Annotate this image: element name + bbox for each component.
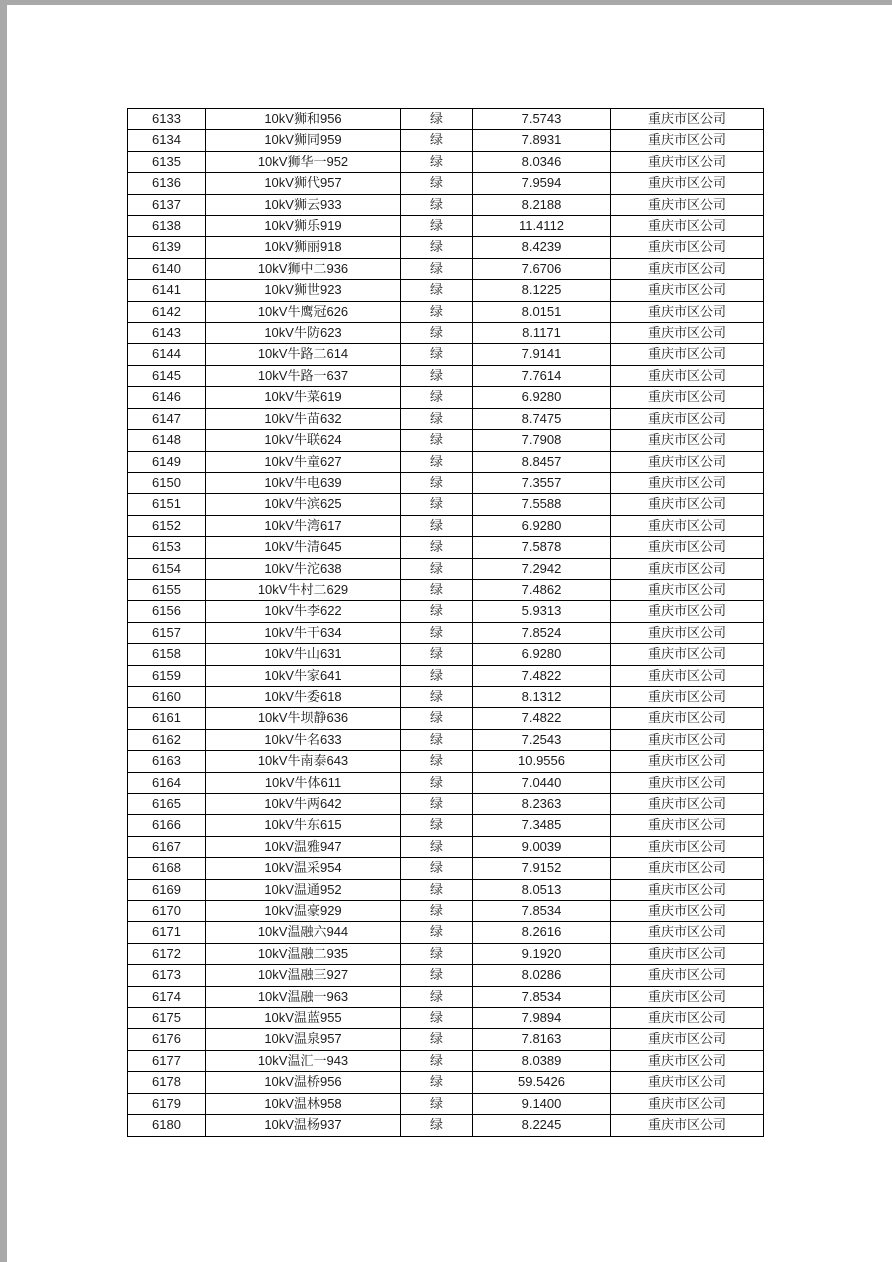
value-cell: 7.5588 <box>473 494 611 515</box>
feeder-name-cell: 10kV狮华一952 <box>206 151 401 172</box>
company-cell: 重庆市区公司 <box>611 622 764 643</box>
status-cell: 绿 <box>401 537 473 558</box>
row-id-cell: 6141 <box>128 280 206 301</box>
row-id-cell: 6135 <box>128 151 206 172</box>
table-body <box>128 109 764 1137</box>
status-cell: 绿 <box>401 387 473 408</box>
row-id-cell: 6157 <box>128 622 206 643</box>
status-cell: 绿 <box>401 451 473 472</box>
status-cell: 绿 <box>401 943 473 964</box>
table-row <box>128 986 764 1007</box>
value-cell: 6.9280 <box>473 387 611 408</box>
feeder-name-cell: 10kV牛干634 <box>206 622 401 643</box>
company-cell: 重庆市区公司 <box>611 772 764 793</box>
table-row <box>128 515 764 536</box>
table-row <box>128 858 764 879</box>
value-cell: 7.2942 <box>473 558 611 579</box>
row-id-cell: 6178 <box>128 1072 206 1093</box>
value-cell: 7.4862 <box>473 579 611 600</box>
company-cell: 重庆市区公司 <box>611 494 764 515</box>
feeder-name-cell: 10kV牛东615 <box>206 815 401 836</box>
row-id-cell: 6162 <box>128 729 206 750</box>
feeder-name-cell: 10kV温融二935 <box>206 943 401 964</box>
status-cell: 绿 <box>401 686 473 707</box>
value-cell: 8.2245 <box>473 1115 611 1136</box>
value-cell: 7.4822 <box>473 708 611 729</box>
feeder-name-cell: 10kV牛路二614 <box>206 344 401 365</box>
value-cell: 8.2363 <box>473 794 611 815</box>
feeder-name-cell: 10kV温林958 <box>206 1093 401 1114</box>
status-cell: 绿 <box>401 665 473 686</box>
value-cell: 7.9594 <box>473 173 611 194</box>
row-id-cell: 6180 <box>128 1115 206 1136</box>
value-cell: 7.9894 <box>473 1008 611 1029</box>
value-cell: 8.2188 <box>473 194 611 215</box>
status-cell: 绿 <box>401 858 473 879</box>
company-cell: 重庆市区公司 <box>611 344 764 365</box>
table-row <box>128 537 764 558</box>
table-row <box>128 258 764 279</box>
company-cell: 重庆市区公司 <box>611 537 764 558</box>
table-row <box>128 194 764 215</box>
table-row <box>128 772 764 793</box>
row-id-cell: 6179 <box>128 1093 206 1114</box>
row-id-cell: 6145 <box>128 365 206 386</box>
company-cell: 重庆市区公司 <box>611 451 764 472</box>
status-cell: 绿 <box>401 622 473 643</box>
value-cell: 7.6706 <box>473 258 611 279</box>
feeder-name-cell: 10kV牛菜619 <box>206 387 401 408</box>
row-id-cell: 6151 <box>128 494 206 515</box>
status-cell: 绿 <box>401 237 473 258</box>
value-cell: 6.9280 <box>473 515 611 536</box>
status-cell: 绿 <box>401 194 473 215</box>
company-cell: 重庆市区公司 <box>611 1093 764 1114</box>
status-cell: 绿 <box>401 1008 473 1029</box>
value-cell: 9.0039 <box>473 836 611 857</box>
feeder-name-cell: 10kV牛防623 <box>206 323 401 344</box>
row-id-cell: 6149 <box>128 451 206 472</box>
row-id-cell: 6169 <box>128 879 206 900</box>
status-cell: 绿 <box>401 344 473 365</box>
row-id-cell: 6165 <box>128 794 206 815</box>
table-row <box>128 665 764 686</box>
company-cell: 重庆市区公司 <box>611 558 764 579</box>
feeder-table <box>127 108 764 1137</box>
table-row <box>128 387 764 408</box>
feeder-name-cell: 10kV温通952 <box>206 879 401 900</box>
company-cell: 重庆市区公司 <box>611 965 764 986</box>
row-id-cell: 6160 <box>128 686 206 707</box>
status-cell: 绿 <box>401 151 473 172</box>
status-cell: 绿 <box>401 1029 473 1050</box>
company-cell: 重庆市区公司 <box>611 708 764 729</box>
company-cell: 重庆市区公司 <box>611 729 764 750</box>
status-cell: 绿 <box>401 901 473 922</box>
status-cell: 绿 <box>401 494 473 515</box>
company-cell: 重庆市区公司 <box>611 408 764 429</box>
table-row <box>128 1072 764 1093</box>
table-row <box>128 430 764 451</box>
company-cell: 重庆市区公司 <box>611 173 764 194</box>
feeder-name-cell: 10kV牛南泰643 <box>206 751 401 772</box>
row-id-cell: 6154 <box>128 558 206 579</box>
company-cell: 重庆市区公司 <box>611 579 764 600</box>
row-id-cell: 6136 <box>128 173 206 194</box>
row-id-cell: 6163 <box>128 751 206 772</box>
row-id-cell: 6134 <box>128 130 206 151</box>
value-cell: 7.5743 <box>473 109 611 130</box>
value-cell: 8.0286 <box>473 965 611 986</box>
company-cell: 重庆市区公司 <box>611 601 764 622</box>
status-cell: 绿 <box>401 579 473 600</box>
table-row <box>128 344 764 365</box>
value-cell: 10.9556 <box>473 751 611 772</box>
feeder-name-cell: 10kV温杨937 <box>206 1115 401 1136</box>
feeder-name-cell: 10kV狮代957 <box>206 173 401 194</box>
value-cell: 8.1171 <box>473 323 611 344</box>
feeder-name-cell: 10kV牛滨625 <box>206 494 401 515</box>
table-row <box>128 579 764 600</box>
company-cell: 重庆市区公司 <box>611 301 764 322</box>
table-row <box>128 751 764 772</box>
table-row <box>128 494 764 515</box>
company-cell: 重庆市区公司 <box>611 1008 764 1029</box>
status-cell: 绿 <box>401 772 473 793</box>
value-cell: 59.5426 <box>473 1072 611 1093</box>
value-cell: 8.4239 <box>473 237 611 258</box>
value-cell: 7.8534 <box>473 901 611 922</box>
status-cell: 绿 <box>401 216 473 237</box>
value-cell: 7.9141 <box>473 344 611 365</box>
company-cell: 重庆市区公司 <box>611 879 764 900</box>
table-row <box>128 622 764 643</box>
feeder-name-cell: 10kV温汇一943 <box>206 1050 401 1071</box>
row-id-cell: 6142 <box>128 301 206 322</box>
value-cell: 7.8524 <box>473 622 611 643</box>
feeder-name-cell: 10kV牛村二629 <box>206 579 401 600</box>
status-cell: 绿 <box>401 430 473 451</box>
feeder-name-cell: 10kV牛名633 <box>206 729 401 750</box>
company-cell: 重庆市区公司 <box>611 430 764 451</box>
value-cell: 8.0513 <box>473 879 611 900</box>
company-cell: 重庆市区公司 <box>611 1029 764 1050</box>
row-id-cell: 6133 <box>128 109 206 130</box>
feeder-name-cell: 10kV牛山631 <box>206 644 401 665</box>
company-cell: 重庆市区公司 <box>611 387 764 408</box>
table-row <box>128 1008 764 1029</box>
feeder-name-cell: 10kV温泉957 <box>206 1029 401 1050</box>
feeder-name-cell: 10kV牛清645 <box>206 537 401 558</box>
feeder-name-cell: 10kV牛湾617 <box>206 515 401 536</box>
company-cell: 重庆市区公司 <box>611 986 764 1007</box>
company-cell: 重庆市区公司 <box>611 686 764 707</box>
status-cell: 绿 <box>401 408 473 429</box>
table-row <box>128 237 764 258</box>
feeder-name-cell: 10kV狮云933 <box>206 194 401 215</box>
table-row <box>128 922 764 943</box>
company-cell: 重庆市区公司 <box>611 1050 764 1071</box>
row-id-cell: 6146 <box>128 387 206 408</box>
feeder-name-cell: 10kV温融六944 <box>206 922 401 943</box>
company-cell: 重庆市区公司 <box>611 901 764 922</box>
value-cell: 7.3485 <box>473 815 611 836</box>
row-id-cell: 6150 <box>128 472 206 493</box>
value-cell: 6.9280 <box>473 644 611 665</box>
feeder-name-cell: 10kV狮和956 <box>206 109 401 130</box>
feeder-name-cell: 10kV温桥956 <box>206 1072 401 1093</box>
value-cell: 7.2543 <box>473 729 611 750</box>
value-cell: 7.8931 <box>473 130 611 151</box>
company-cell: 重庆市区公司 <box>611 323 764 344</box>
feeder-name-cell: 10kV温蓝955 <box>206 1008 401 1029</box>
status-cell: 绿 <box>401 173 473 194</box>
company-cell: 重庆市区公司 <box>611 751 764 772</box>
status-cell: 绿 <box>401 965 473 986</box>
table-row <box>128 836 764 857</box>
row-id-cell: 6143 <box>128 323 206 344</box>
company-cell: 重庆市区公司 <box>611 237 764 258</box>
status-cell: 绿 <box>401 644 473 665</box>
table-row <box>128 1029 764 1050</box>
status-cell: 绿 <box>401 836 473 857</box>
company-cell: 重庆市区公司 <box>611 258 764 279</box>
company-cell: 重庆市区公司 <box>611 1072 764 1093</box>
table-row <box>128 365 764 386</box>
value-cell: 8.0151 <box>473 301 611 322</box>
company-cell: 重庆市区公司 <box>611 815 764 836</box>
table-row <box>128 965 764 986</box>
status-cell: 绿 <box>401 130 473 151</box>
company-cell: 重庆市区公司 <box>611 109 764 130</box>
row-id-cell: 6155 <box>128 579 206 600</box>
feeder-name-cell: 10kV牛家641 <box>206 665 401 686</box>
status-cell: 绿 <box>401 1093 473 1114</box>
feeder-name-cell: 10kV牛路一637 <box>206 365 401 386</box>
company-cell: 重庆市区公司 <box>611 194 764 215</box>
company-cell: 重庆市区公司 <box>611 943 764 964</box>
table-row <box>128 173 764 194</box>
company-cell: 重庆市区公司 <box>611 130 764 151</box>
company-cell: 重庆市区公司 <box>611 151 764 172</box>
status-cell: 绿 <box>401 922 473 943</box>
feeder-name-cell: 10kV温豪929 <box>206 901 401 922</box>
feeder-name-cell: 10kV牛李622 <box>206 601 401 622</box>
value-cell: 5.9313 <box>473 601 611 622</box>
status-cell: 绿 <box>401 323 473 344</box>
table-row <box>128 644 764 665</box>
table-row <box>128 216 764 237</box>
row-id-cell: 6175 <box>128 1008 206 1029</box>
status-cell: 绿 <box>401 558 473 579</box>
row-id-cell: 6173 <box>128 965 206 986</box>
row-id-cell: 6159 <box>128 665 206 686</box>
status-cell: 绿 <box>401 794 473 815</box>
row-id-cell: 6166 <box>128 815 206 836</box>
feeder-name-cell: 10kV温采954 <box>206 858 401 879</box>
company-cell: 重庆市区公司 <box>611 1115 764 1136</box>
row-id-cell: 6174 <box>128 986 206 1007</box>
table-row <box>128 1093 764 1114</box>
status-cell: 绿 <box>401 1050 473 1071</box>
table-row <box>128 1050 764 1071</box>
row-id-cell: 6177 <box>128 1050 206 1071</box>
status-cell: 绿 <box>401 301 473 322</box>
company-cell: 重庆市区公司 <box>611 216 764 237</box>
row-id-cell: 6138 <box>128 216 206 237</box>
feeder-name-cell: 10kV温融一963 <box>206 986 401 1007</box>
feeder-name-cell: 10kV牛两642 <box>206 794 401 815</box>
value-cell: 8.0389 <box>473 1050 611 1071</box>
status-cell: 绿 <box>401 751 473 772</box>
table-row <box>128 601 764 622</box>
feeder-name-cell: 10kV狮丽918 <box>206 237 401 258</box>
table-row <box>128 943 764 964</box>
row-id-cell: 6158 <box>128 644 206 665</box>
row-id-cell: 6137 <box>128 194 206 215</box>
row-id-cell: 6168 <box>128 858 206 879</box>
feeder-name-cell: 10kV狮中二936 <box>206 258 401 279</box>
status-cell: 绿 <box>401 729 473 750</box>
table-row <box>128 879 764 900</box>
row-id-cell: 6144 <box>128 344 206 365</box>
row-id-cell: 6156 <box>128 601 206 622</box>
table-row <box>128 301 764 322</box>
company-cell: 重庆市区公司 <box>611 472 764 493</box>
table-row <box>128 901 764 922</box>
status-cell: 绿 <box>401 1072 473 1093</box>
feeder-name-cell: 10kV牛体611 <box>206 772 401 793</box>
feeder-name-cell: 10kV牛鹰冠626 <box>206 301 401 322</box>
company-cell: 重庆市区公司 <box>611 644 764 665</box>
value-cell: 7.0440 <box>473 772 611 793</box>
feeder-name-cell: 10kV牛沱638 <box>206 558 401 579</box>
company-cell: 重庆市区公司 <box>611 365 764 386</box>
table-row <box>128 323 764 344</box>
status-cell: 绿 <box>401 879 473 900</box>
row-id-cell: 6139 <box>128 237 206 258</box>
table-row <box>128 729 764 750</box>
table-row <box>128 1115 764 1136</box>
company-cell: 重庆市区公司 <box>611 515 764 536</box>
table-row <box>128 815 764 836</box>
status-cell: 绿 <box>401 515 473 536</box>
feeder-name-cell: 10kV温融三927 <box>206 965 401 986</box>
feeder-name-cell: 10kV温雅947 <box>206 836 401 857</box>
value-cell: 8.7475 <box>473 408 611 429</box>
value-cell: 8.0346 <box>473 151 611 172</box>
value-cell: 9.1400 <box>473 1093 611 1114</box>
company-cell: 重庆市区公司 <box>611 836 764 857</box>
value-cell: 9.1920 <box>473 943 611 964</box>
value-cell: 7.5878 <box>473 537 611 558</box>
company-cell: 重庆市区公司 <box>611 858 764 879</box>
row-id-cell: 6164 <box>128 772 206 793</box>
table-row <box>128 151 764 172</box>
company-cell: 重庆市区公司 <box>611 922 764 943</box>
value-cell: 7.9152 <box>473 858 611 879</box>
value-cell: 7.7614 <box>473 365 611 386</box>
row-id-cell: 6167 <box>128 836 206 857</box>
feeder-name-cell: 10kV狮世923 <box>206 280 401 301</box>
feeder-name-cell: 10kV牛苗632 <box>206 408 401 429</box>
row-id-cell: 6176 <box>128 1029 206 1050</box>
status-cell: 绿 <box>401 472 473 493</box>
row-id-cell: 6172 <box>128 943 206 964</box>
status-cell: 绿 <box>401 280 473 301</box>
table-row <box>128 708 764 729</box>
value-cell: 7.3557 <box>473 472 611 493</box>
status-cell: 绿 <box>401 365 473 386</box>
table-row <box>128 130 764 151</box>
value-cell: 7.4822 <box>473 665 611 686</box>
value-cell: 8.1225 <box>473 280 611 301</box>
value-cell: 8.8457 <box>473 451 611 472</box>
table-row <box>128 451 764 472</box>
table-row <box>128 558 764 579</box>
row-id-cell: 6140 <box>128 258 206 279</box>
table-row <box>128 109 764 130</box>
feeder-name-cell: 10kV牛联624 <box>206 430 401 451</box>
status-cell: 绿 <box>401 258 473 279</box>
table-row <box>128 794 764 815</box>
company-cell: 重庆市区公司 <box>611 280 764 301</box>
company-cell: 重庆市区公司 <box>611 665 764 686</box>
status-cell: 绿 <box>401 815 473 836</box>
value-cell: 7.7908 <box>473 430 611 451</box>
row-id-cell: 6161 <box>128 708 206 729</box>
table-row <box>128 472 764 493</box>
feeder-name-cell: 10kV牛电639 <box>206 472 401 493</box>
value-cell: 11.4112 <box>473 216 611 237</box>
feeder-name-cell: 10kV牛委618 <box>206 686 401 707</box>
table-row <box>128 408 764 429</box>
feeder-name-cell: 10kV狮乐919 <box>206 216 401 237</box>
company-cell: 重庆市区公司 <box>611 794 764 815</box>
value-cell: 8.1312 <box>473 686 611 707</box>
document-page <box>7 5 892 1262</box>
feeder-name-cell: 10kV狮同959 <box>206 130 401 151</box>
table-row <box>128 280 764 301</box>
status-cell: 绿 <box>401 986 473 1007</box>
status-cell: 绿 <box>401 109 473 130</box>
table-row <box>128 686 764 707</box>
row-id-cell: 6170 <box>128 901 206 922</box>
feeder-name-cell: 10kV牛童627 <box>206 451 401 472</box>
row-id-cell: 6171 <box>128 922 206 943</box>
feeder-name-cell: 10kV牛坝静636 <box>206 708 401 729</box>
status-cell: 绿 <box>401 1115 473 1136</box>
row-id-cell: 6148 <box>128 430 206 451</box>
status-cell: 绿 <box>401 708 473 729</box>
row-id-cell: 6147 <box>128 408 206 429</box>
status-cell: 绿 <box>401 601 473 622</box>
row-id-cell: 6152 <box>128 515 206 536</box>
row-id-cell: 6153 <box>128 537 206 558</box>
value-cell: 7.8163 <box>473 1029 611 1050</box>
value-cell: 7.8534 <box>473 986 611 1007</box>
value-cell: 8.2616 <box>473 922 611 943</box>
